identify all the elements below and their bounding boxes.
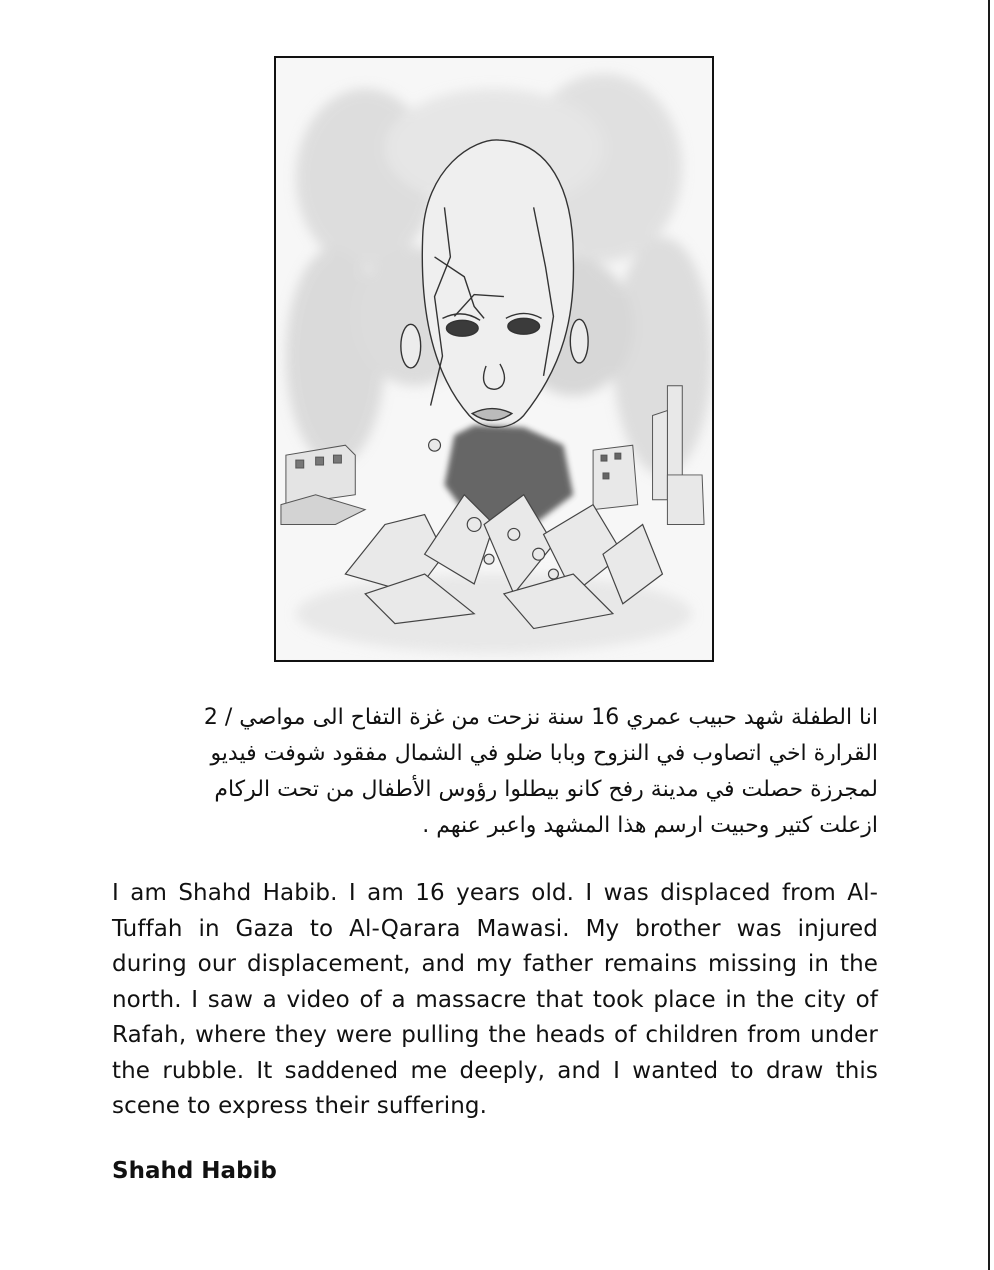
statement-english: I am Shahd Habib. I am 16 years old. I was displaced from Al-Tuffah in Gaza to Al-Qarara Mawasi. My brother was injured during our displacement, and my father remains missing in the north. I saw a video of a massacre that took place in the city of Rafah, where they were pulling the heads of children from under the rubble. It saddened me deeply, and I wanted to draw this scene to express their suffering. — [112, 880, 878, 1119]
page-edge-rule — [988, 0, 990, 1270]
ruined-buildings-left — [281, 445, 365, 524]
statement-arabic-line: القرارة اخي اتصاوب في النزوح وبابا ضلو في الشمال مفقود شوفت فيديو — [210, 741, 878, 766]
artwork-drawing — [274, 56, 714, 662]
statement-arabic-line: انا الطفلة شهد حبيب عمري 16 سنة نزحت من غزة التفاح الى مواصي / 2 — [203, 705, 878, 730]
statement-arabic-line: ازعلت كتير وحبيت ارسم هذا المشهد واعبر عنهم . — [422, 813, 878, 838]
statement-arabic — [112, 700, 878, 844]
artist-signature: Shahd Habib — [112, 1158, 277, 1184]
statement-arabic-line: لمجرزة حصلت في مدينة رفح كانو بيطلوا رؤوس الأطفال من تحت الركام — [214, 777, 878, 802]
